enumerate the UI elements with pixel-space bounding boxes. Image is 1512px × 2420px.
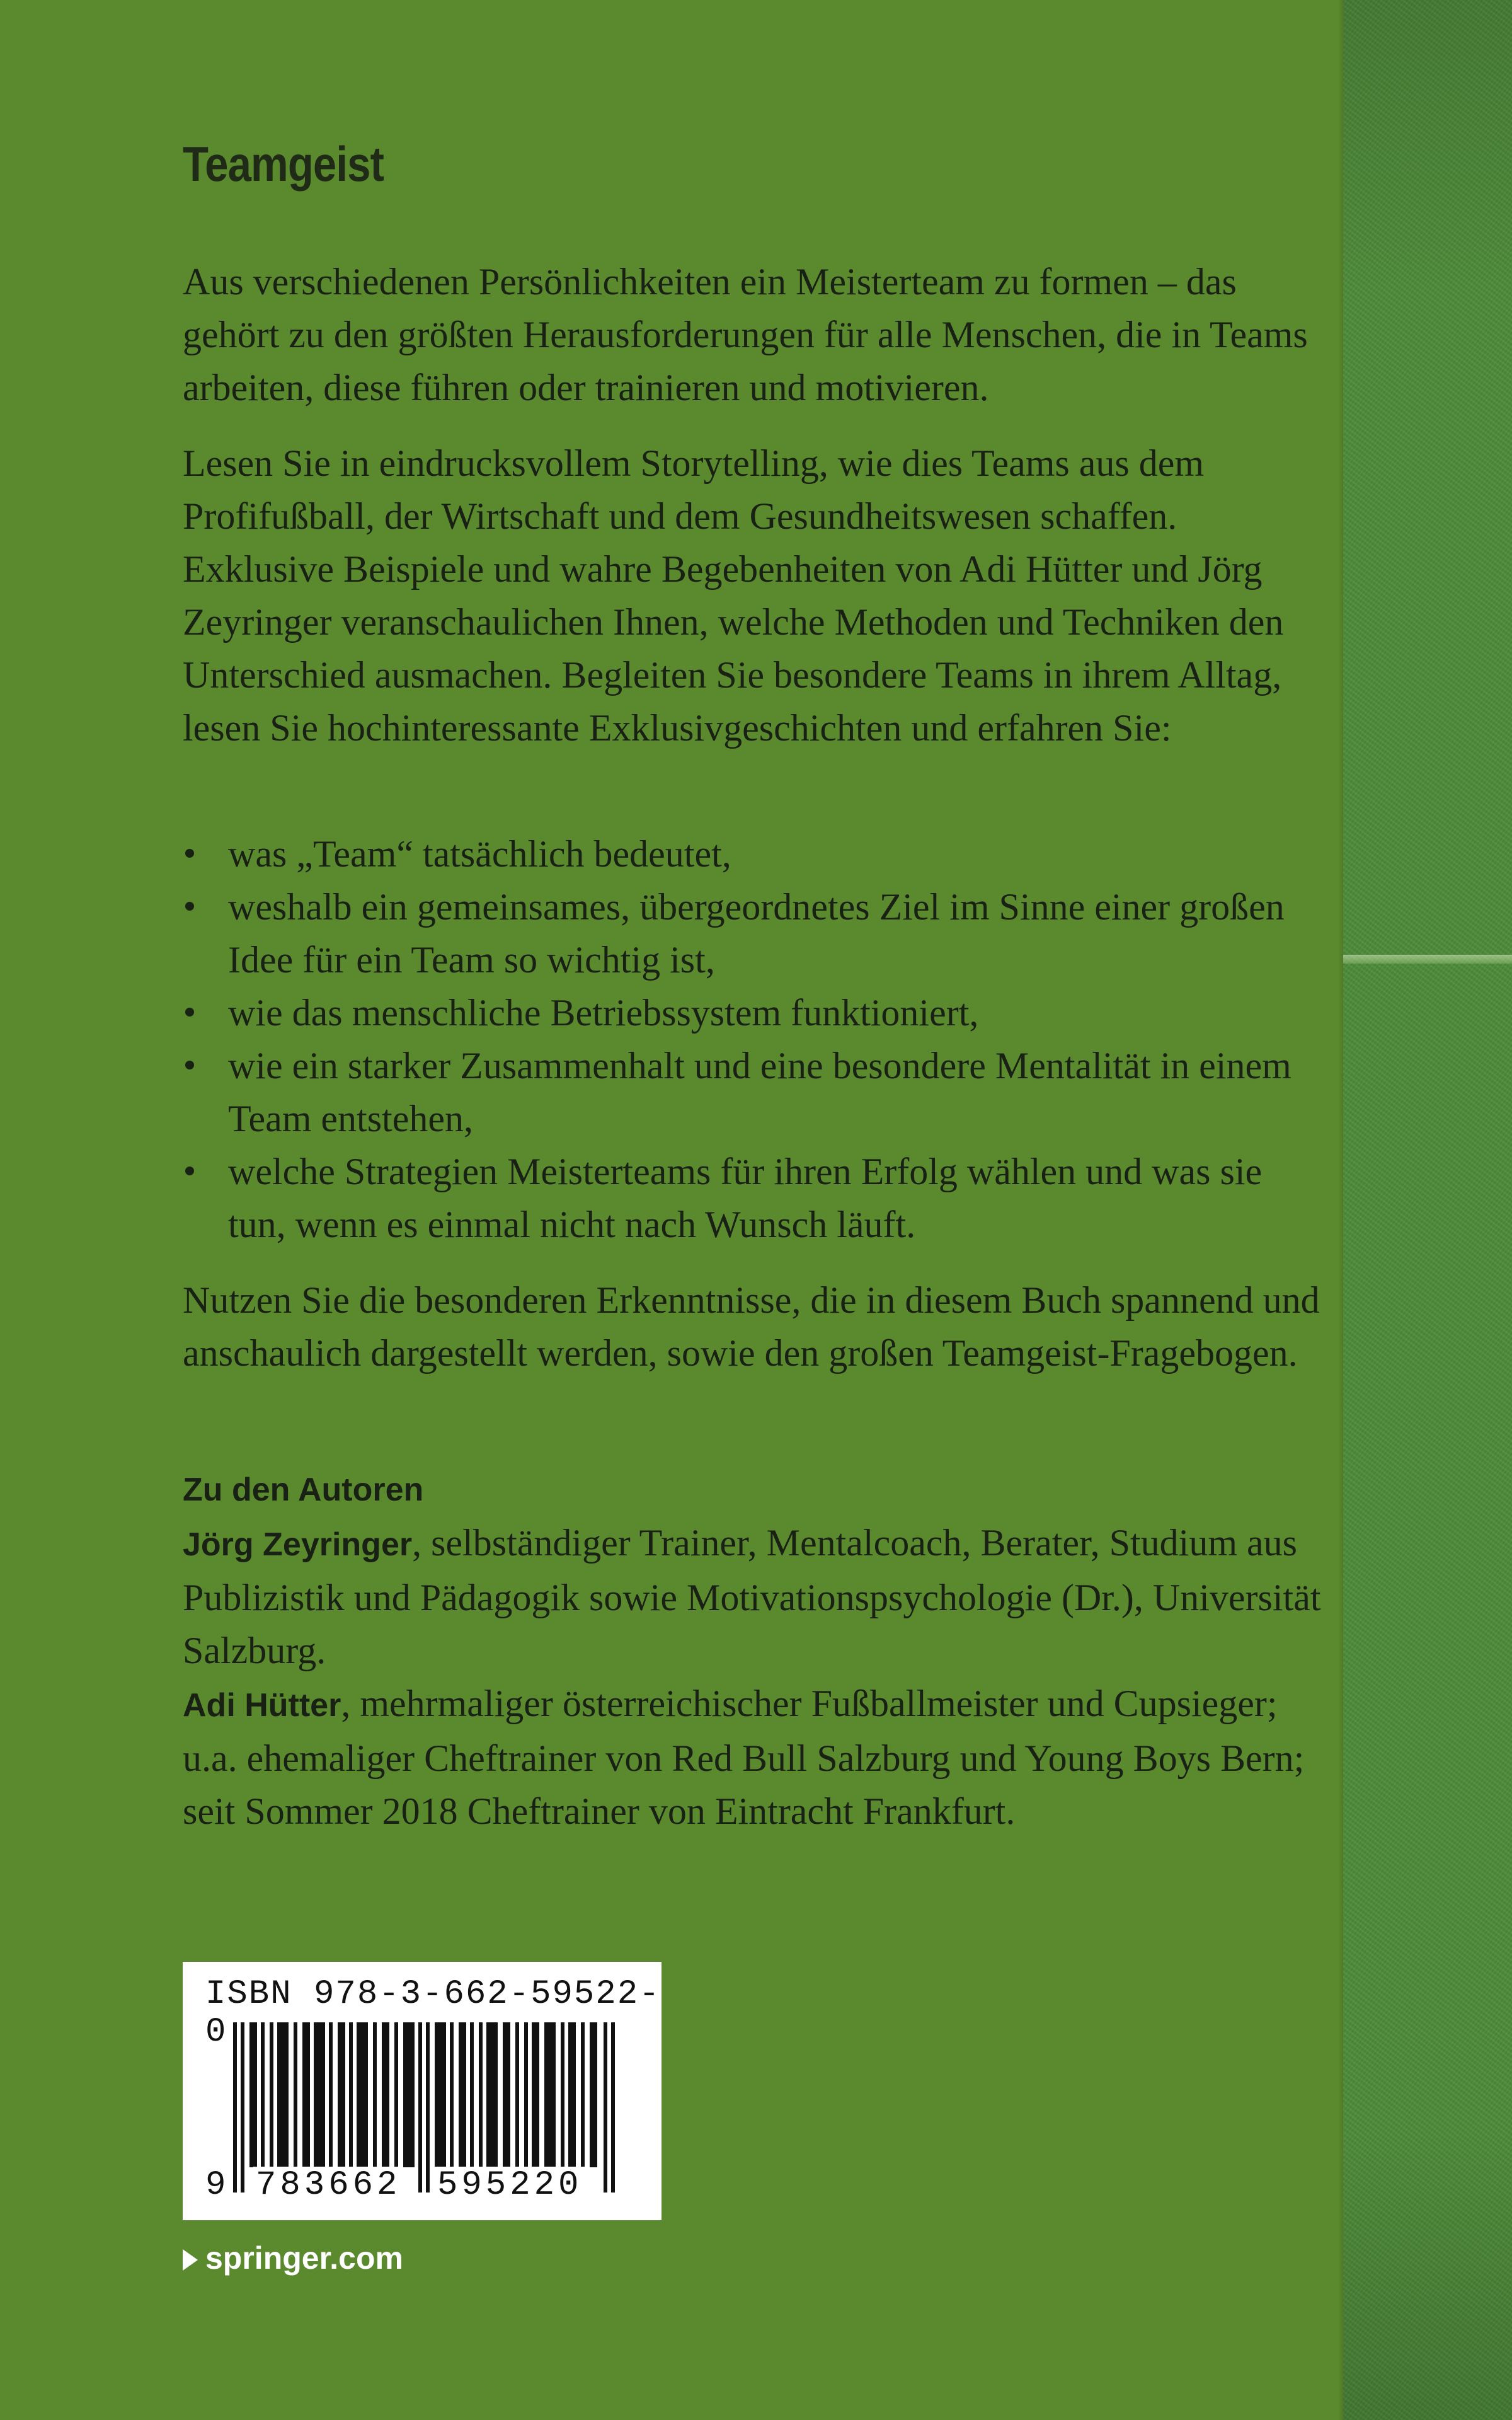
list-item: wie ein starker Zusammenhalt und eine besondere Mentalität in einem Team entstehen, <box>183 1039 1323 1145</box>
intro-text: Aus verschiedenen Persönlichkeiten ein Meisterteam zu formen – das gehört zu den größten Herausforderungen für alle Menschen, die in Teams arbeiten, diese führen oder trainieren und motivieren. <box>183 261 1308 408</box>
author-description: , selbständiger Trainer, Mentalcoach, Berater, Studium aus Publizistik und Pädagogik sowie Motivationspsychologie (Dr.), Universität Salzburg. <box>183 1522 1321 1671</box>
closing-paragraph <box>183 1274 1323 1380</box>
publisher-link[interactable] <box>183 2236 403 2280</box>
topic-list <box>183 827 1323 1251</box>
closing-text: Nutzen Sie die besonderen Erkenntnisse, die in diesem Buch spannend und anschaulich dargestellt werden, sowie den großen Teamgeist-Fragebogen. <box>183 1279 1320 1374</box>
list-item: was „Team“ tatsächlich bedeutet, <box>183 827 1323 880</box>
ean-left-digits: 783662 <box>253 2167 403 2204</box>
author-name: Adi Hütter <box>183 1687 341 1724</box>
ean-first-digit: 9 <box>205 2166 226 2204</box>
author-name: Jörg Zeyringer <box>183 1526 413 1563</box>
list-item: welche Strategien Meisterteams für ihren Erfolg wählen und was sie tun, wenn es einmal nicht nach Wunsch läuft. <box>183 1145 1323 1251</box>
bullet-icon <box>185 1008 194 1017</box>
publisher-url: springer.com <box>205 2240 403 2276</box>
authors-section <box>183 1463 1323 1838</box>
author-description: , mehrmaliger österreichischer Fußballmeister und Cupsieger; u.a. ehemaliger Cheftrainer von Red Bull Salzburg und Young Boys Bern; seit Sommer 2018 Cheftrainer von Eintracht Frankfurt. <box>183 1683 1305 1832</box>
pitch-line <box>1343 955 1512 964</box>
description-text: Lesen Sie in eindrucksvollem Storytelling, wie dies Teams aus dem Profifußball, der Wirtschaft und dem Gesundheitswesen schaffen. Exklusive Beispiele und wahre Begebenheiten von Adi Hütter und Jörg Zeyringer veranschaulichen Ihnen, welche Methoden und Techniken den Unterschied ausmachen. Begleiten Sie besondere Teams in ihrem Alltag, lesen Sie hochinteressante Exklusivgeschichten und erfahren Sie: <box>183 442 1284 749</box>
description-paragraph <box>183 437 1323 754</box>
bullet-icon <box>185 1167 194 1175</box>
list-item: weshalb ein gemeinsames, übergeordnetes Ziel im Sinne einer großen Idee für ein Team so wichtig ist, <box>183 880 1323 986</box>
book-title: Teamgeist <box>183 136 384 192</box>
bullet-icon <box>185 1061 194 1069</box>
ean-right-digits: 595220 <box>435 2167 585 2204</box>
authors-heading: Zu den Autoren <box>183 1472 424 1508</box>
arrow-right-icon <box>183 2249 198 2271</box>
author-bio <box>183 1516 1323 1677</box>
isbn-number: ISBN 978-3-662-59522-0 <box>205 1975 661 2051</box>
bullet-icon <box>185 849 194 858</box>
bullet-icon <box>185 902 194 911</box>
list-item: wie das menschliche Betriebssystem funktioniert, <box>183 986 1323 1039</box>
grass-texture-strip <box>1343 0 1512 2420</box>
author-bio <box>183 1677 1323 1838</box>
intro-paragraph <box>183 255 1323 414</box>
isbn-barcode <box>183 1962 662 2220</box>
